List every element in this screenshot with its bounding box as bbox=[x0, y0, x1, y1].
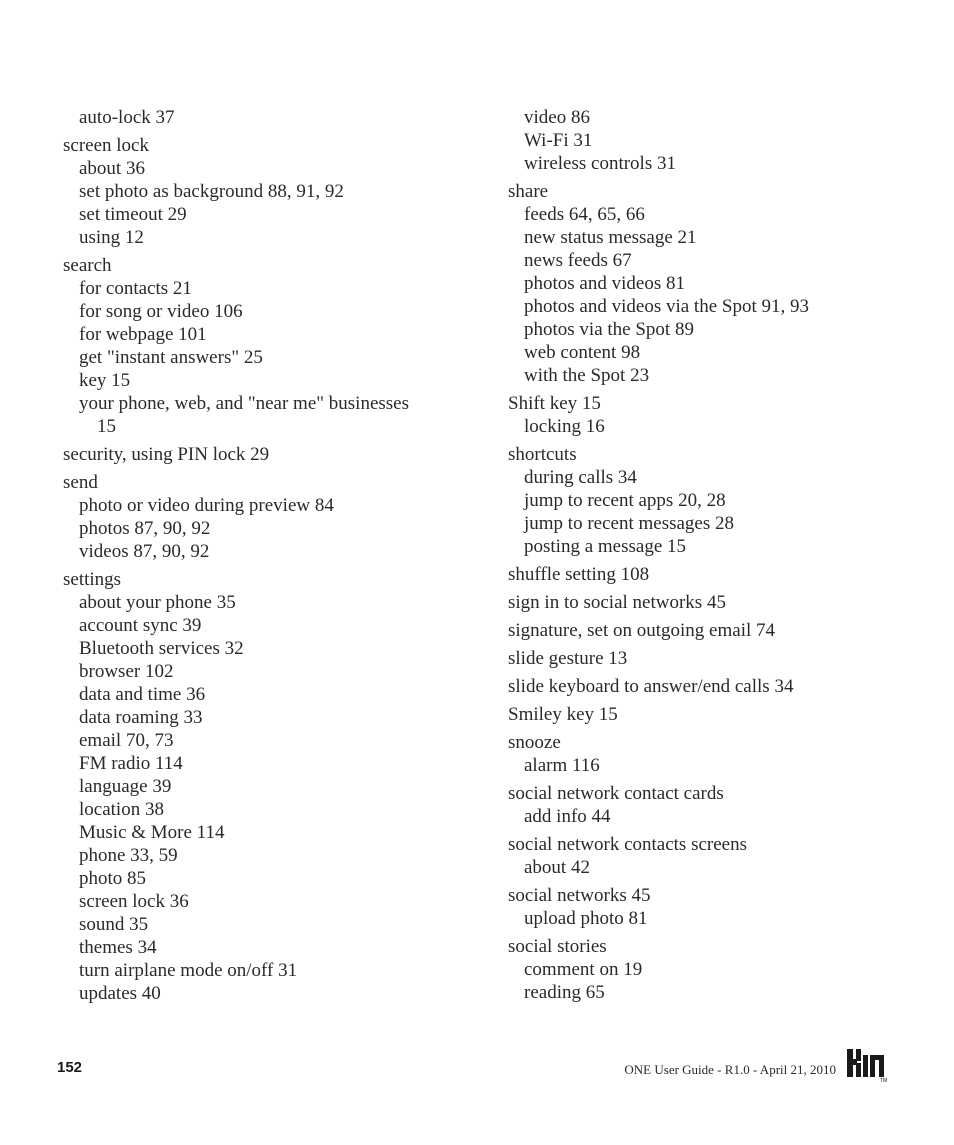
index-subentry: email 70, 73 bbox=[79, 730, 174, 751]
index-subentry: for contacts 21 bbox=[79, 278, 192, 299]
index-term: social networks 45 bbox=[508, 885, 651, 906]
index-subentry: about 42 bbox=[524, 857, 590, 878]
kin-logo-icon bbox=[846, 1047, 888, 1083]
index-subentry: reading 65 bbox=[524, 982, 605, 1003]
index-subentry: account sync 39 bbox=[79, 615, 202, 636]
index-term: Smiley key 15 bbox=[508, 704, 618, 725]
index-subentry: data and time 36 bbox=[79, 684, 206, 705]
index-entry bbox=[508, 703, 928, 726]
index-subentry: set photo as background 88, 91, 92 bbox=[79, 181, 344, 202]
index-entry bbox=[508, 619, 928, 642]
index-entry bbox=[508, 833, 928, 879]
index-term: security, using PIN lock 29 bbox=[63, 444, 270, 465]
index-subentry: with the Spot 23 bbox=[524, 365, 650, 386]
index-subentry: videos 87, 90, 92 bbox=[79, 541, 210, 562]
index-subentry: about 36 bbox=[79, 158, 145, 179]
index-term: slide keyboard to answer/end calls 34 bbox=[508, 676, 794, 697]
index-entry bbox=[508, 443, 928, 558]
index-subentry: for song or video 106 bbox=[79, 301, 243, 322]
index-term: slide gesture 13 bbox=[508, 648, 628, 669]
index-entry bbox=[508, 392, 928, 438]
index-term: screen lock bbox=[63, 135, 149, 156]
index-entry bbox=[63, 471, 463, 563]
index-term: social network contact cards bbox=[508, 783, 724, 804]
index-subentry: photos via the Spot 89 bbox=[524, 319, 694, 340]
index-entry bbox=[508, 647, 928, 670]
index-subentry: browser 102 bbox=[79, 661, 174, 682]
index-subentry: news feeds 67 bbox=[524, 250, 632, 271]
index-entry bbox=[63, 254, 463, 438]
index-term: share bbox=[508, 181, 549, 202]
index-column-left bbox=[63, 106, 463, 1010]
index-subentry: phone 33, 59 bbox=[79, 845, 178, 866]
index-subentry: Music & More 114 bbox=[79, 822, 225, 843]
index-term: sign in to social networks 45 bbox=[508, 592, 726, 613]
index-subentry: themes 34 bbox=[79, 937, 157, 958]
index-subentry: add info 44 bbox=[524, 806, 611, 827]
index-entry bbox=[508, 563, 928, 586]
index-subentry: auto-lock 37 bbox=[79, 107, 175, 128]
index-subentry: feeds 64, 65, 66 bbox=[524, 204, 645, 225]
index-subentry: posting a message 15 bbox=[524, 536, 687, 557]
index-term: shortcuts bbox=[508, 444, 577, 465]
index-entry bbox=[63, 134, 463, 249]
index-entry bbox=[508, 591, 928, 614]
index-entry bbox=[508, 884, 928, 930]
index-term: signature, set on outgoing email 74 bbox=[508, 620, 776, 641]
index-term: snooze bbox=[508, 732, 561, 753]
index-subentry: Wi-Fi 31 bbox=[524, 130, 593, 151]
index-subentry: photo or video during preview 84 bbox=[79, 495, 334, 516]
svg-text:TM: TM bbox=[880, 1078, 888, 1083]
index-entry bbox=[508, 180, 928, 387]
index-subentry: jump to recent messages 28 bbox=[524, 513, 735, 534]
index-subentry: photo 85 bbox=[79, 868, 147, 889]
index-entry bbox=[508, 675, 928, 698]
index-subentry: Bluetooth services 32 bbox=[79, 638, 244, 659]
index-column-right bbox=[508, 106, 928, 1009]
index-term: settings bbox=[63, 569, 122, 590]
index-subentry: key 15 bbox=[79, 370, 131, 391]
index-subentry: language 39 bbox=[79, 776, 172, 797]
index-subentry: upload photo 81 bbox=[524, 908, 648, 929]
index-subentry: alarm 116 bbox=[524, 755, 600, 776]
index-subentry: get "instant answers" 25 bbox=[79, 347, 263, 368]
index-subentry: turn airplane mode on/off 31 bbox=[79, 960, 298, 981]
index-subentry: updates 40 bbox=[79, 983, 161, 1004]
index-entry bbox=[508, 782, 928, 828]
index-subentry: for webpage 101 bbox=[79, 324, 207, 345]
index-subentry: during calls 34 bbox=[524, 467, 637, 488]
index-subentry: sound 35 bbox=[79, 914, 149, 935]
index-entry bbox=[508, 935, 928, 1004]
footer-guide-text: ONE User Guide - R1.0 - April 21, 2010 bbox=[624, 1062, 836, 1077]
index-entry bbox=[63, 106, 463, 129]
index-entry bbox=[508, 106, 928, 175]
index-subentry: about your phone 35 bbox=[79, 592, 236, 613]
index-entry bbox=[63, 568, 463, 1005]
index-subentry: data roaming 33 bbox=[79, 707, 203, 728]
index-subentry: video 86 bbox=[524, 107, 590, 128]
index-subentry: using 12 bbox=[79, 227, 144, 248]
index-subentry: FM radio 114 bbox=[79, 753, 183, 774]
index-term: send bbox=[63, 472, 98, 493]
index-entry bbox=[63, 443, 463, 466]
index-subentry: your phone, web, and "near me" businesses 15 bbox=[79, 393, 409, 437]
index-entry bbox=[508, 731, 928, 777]
index-term: shuffle setting 108 bbox=[508, 564, 650, 585]
index-subentry: web content 98 bbox=[524, 342, 641, 363]
index-term: Shift key 15 bbox=[508, 393, 601, 414]
index-subentry: wireless controls 31 bbox=[524, 153, 676, 174]
index-subentry: location 38 bbox=[79, 799, 164, 820]
index-subentry: screen lock 36 bbox=[79, 891, 189, 912]
index-subentry: photos and videos via the Spot 91, 93 bbox=[524, 296, 809, 317]
index-subentry: set timeout 29 bbox=[79, 204, 187, 225]
index-subentry: photos and videos 81 bbox=[524, 273, 685, 294]
index-term: search bbox=[63, 255, 112, 276]
index-subentry: locking 16 bbox=[524, 416, 605, 437]
index-subentry: photos 87, 90, 92 bbox=[79, 518, 211, 539]
page-number: 152 bbox=[57, 1059, 83, 1076]
index-subentry: jump to recent apps 20, 28 bbox=[524, 490, 726, 511]
index-subentry: comment on 19 bbox=[524, 959, 643, 980]
index-subentry: new status message 21 bbox=[524, 227, 697, 248]
index-term: social stories bbox=[508, 936, 607, 957]
index-term: social network contacts screens bbox=[508, 834, 747, 855]
